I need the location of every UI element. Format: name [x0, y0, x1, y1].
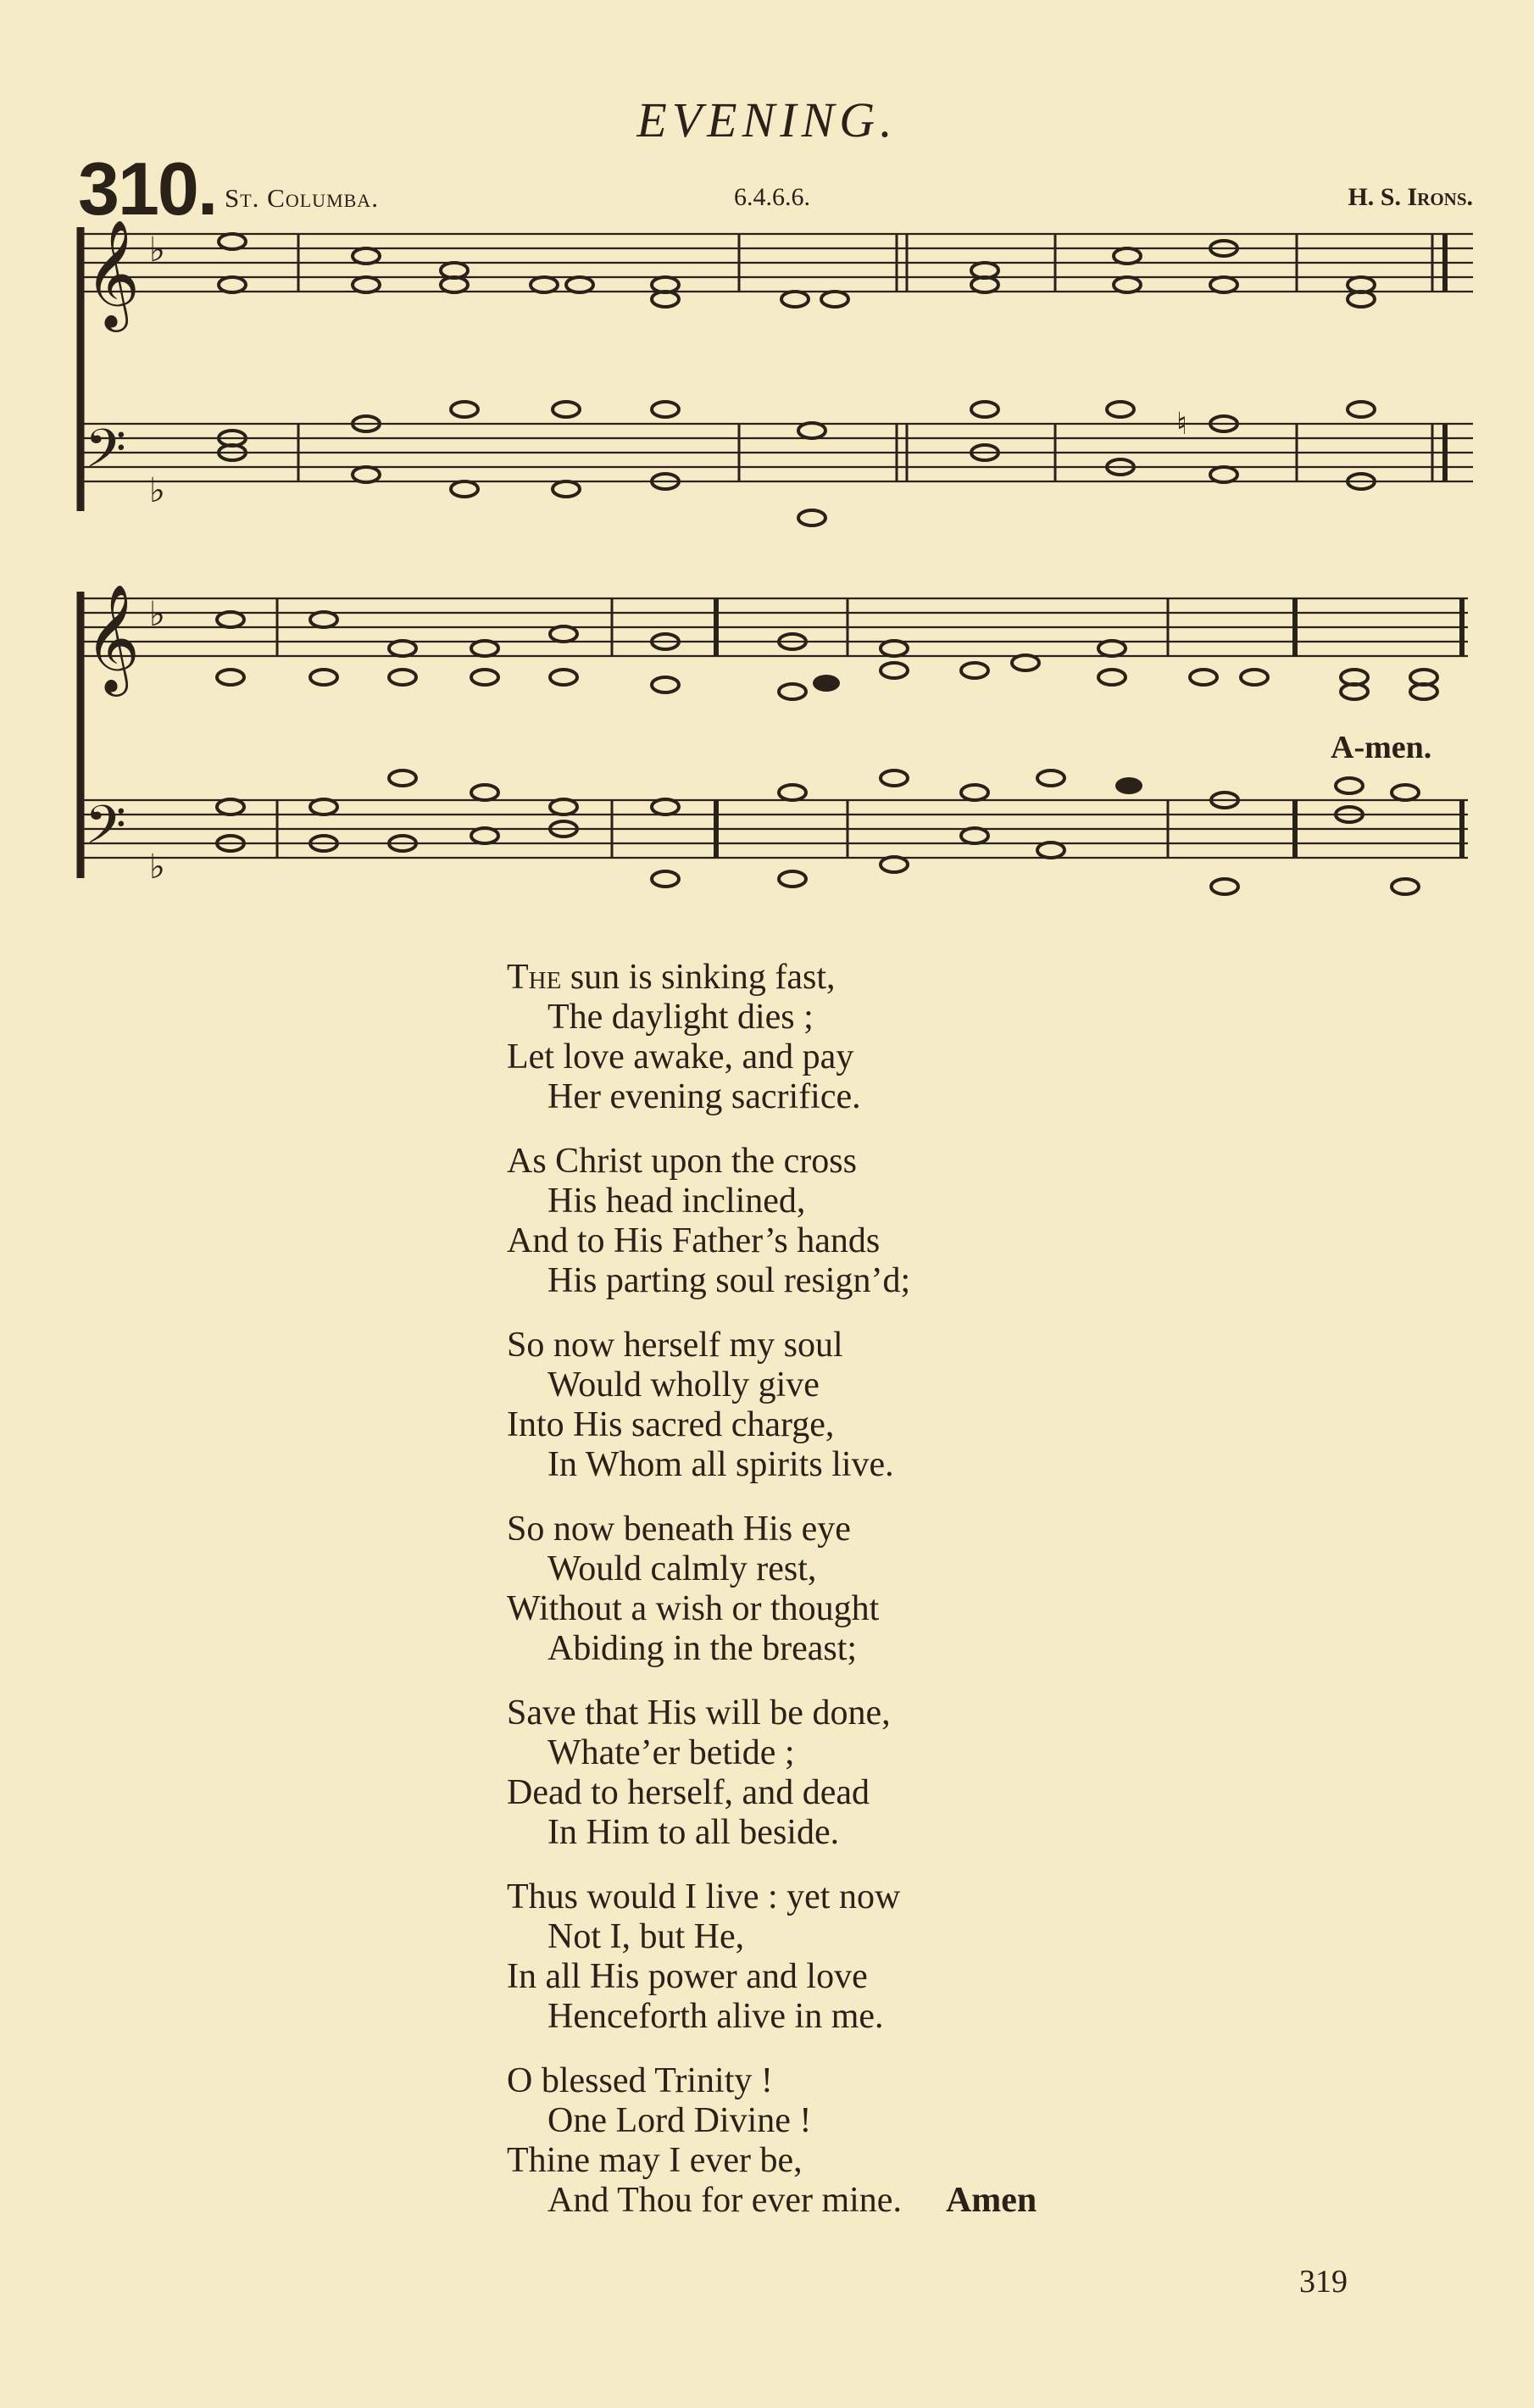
- composer: H. S. Irons.: [1348, 183, 1473, 211]
- verse-line: Into His sacred charge,: [507, 1405, 835, 1444]
- verse-line: In Him to all beside.: [547, 1813, 840, 1852]
- verse-line-rest: sun is sinking fast,: [561, 958, 836, 997]
- verse-line: So now herself my soul: [507, 1326, 843, 1365]
- verse-line: The daylight dies ;: [547, 998, 814, 1037]
- verse: [507, 1510, 1354, 1669]
- page-number: 319: [1299, 2264, 1348, 2300]
- treble-clef-icon: 𝄞: [85, 583, 141, 692]
- verse-line: In all His power and love: [507, 1957, 868, 1996]
- verse-line: Thine may I ever be,: [507, 2141, 803, 2180]
- verse-line-text: And Thou for ever mine.: [547, 2181, 902, 2220]
- verse: [507, 958, 1354, 1117]
- verse: [507, 1326, 1354, 1485]
- verse: [507, 1877, 1354, 2037]
- flat-key-signature-icon: ♭: [149, 848, 165, 886]
- verse-line: Dead to herself, and dead: [507, 1773, 870, 1812]
- hymn-verses: [507, 958, 1354, 2245]
- natural-sign-icon: ♮: [1176, 407, 1187, 441]
- verse-line: Whate’er betide ;: [547, 1733, 795, 1772]
- verse-line: Would calmly rest,: [547, 1549, 817, 1588]
- verse: [507, 1693, 1354, 1853]
- verse-line: [507, 2181, 1354, 2221]
- verse-line: As Christ upon the cross: [507, 1142, 857, 1181]
- verse-line: His parting soul resign’d;: [547, 1261, 911, 1300]
- verse-line-lead-word: The: [507, 958, 562, 997]
- verse-line: Let love awake, and pay: [507, 1037, 854, 1076]
- verse-line: His head inclined,: [547, 1182, 806, 1221]
- system-1: [81, 219, 1473, 526]
- tune-name: St. Columba.: [225, 183, 379, 213]
- verse-line: Henceforth alive in me.: [547, 1997, 884, 2036]
- system-2: [81, 583, 1468, 894]
- verse-line: [507, 958, 1354, 998]
- section-heading: EVENING.: [636, 92, 898, 147]
- verse-line: So now beneath His eye: [507, 1510, 851, 1549]
- bass-clef-icon: 𝄢: [85, 417, 126, 492]
- treble-clef-icon: 𝄞: [85, 219, 141, 327]
- verse-line: In Whom all spirits live.: [547, 1445, 894, 1484]
- flat-key-signature-icon: ♭: [149, 595, 165, 633]
- bass-clef-icon: 𝄢: [85, 793, 126, 869]
- flat-key-signature-icon: ♭: [149, 471, 165, 509]
- amen-label: A-men.: [1331, 730, 1432, 765]
- closing-amen: Amen: [945, 2181, 1037, 2220]
- verse: [507, 1142, 1354, 1301]
- verse-line: Thus would I live : yet now: [507, 1877, 901, 1916]
- music-score: [0, 0, 1534, 932]
- hymn-number: 310.: [78, 147, 217, 231]
- flat-key-signature-icon: ♭: [149, 231, 165, 269]
- verse-line: Save that His will be done,: [507, 1693, 891, 1732]
- verse-line: And to His Father’s hands: [507, 1221, 881, 1260]
- verse-line: Would wholly give: [547, 1365, 820, 1404]
- verse: [507, 2061, 1354, 2221]
- verse-line: Without a wish or thought: [507, 1589, 880, 1628]
- verse-line: One Lord Divine !: [547, 2101, 812, 2140]
- verse-line: Her evening sacrifice.: [547, 1077, 861, 1116]
- verse-line: Not I, but He,: [547, 1917, 745, 1956]
- meter: 6.4.6.6.: [734, 183, 810, 211]
- verse-line: Abiding in the breast;: [547, 1629, 858, 1668]
- verse-line: O blessed Trinity !: [507, 2061, 773, 2100]
